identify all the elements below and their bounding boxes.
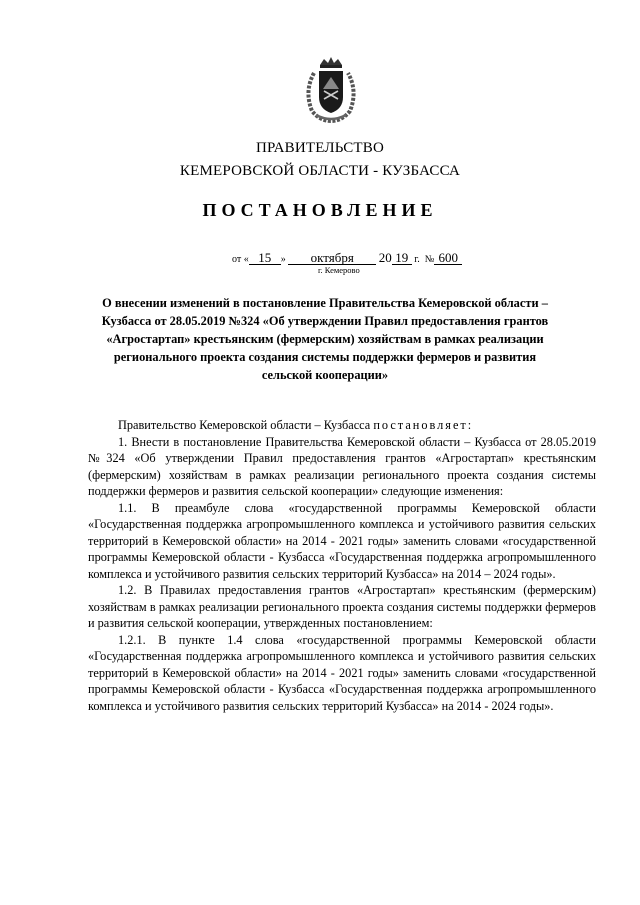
document-type-heading: ПОСТАНОВЛЕНИЕ (202, 200, 438, 220)
number-label: № (424, 254, 435, 265)
intro-text: Правительство Кемеровской области – Кузбасса (118, 418, 374, 432)
paragraph-1-2-1: 1.2.1. В пункте 1.4 слова «государственной программы Кемеровской области «Государственная поддержка агропромышленного комплекса и устойчивого развития сельских территорий в Кемеровской области» на 2014 - 2021 годы» заменить словами «государственной программы Кемеровской области - Кузбасса «Государственная поддержка агропромышленного комплекса и устойчивого развития сельских территорий Кузбасса» на 2014 - 2024 годы». (88, 632, 596, 713)
date-line (232, 250, 462, 266)
date-close-quote: » (280, 254, 286, 265)
date-year-suffix: г. (414, 254, 420, 265)
city-label: г. Кемерово (318, 265, 360, 275)
decree-title: О внесении изменений в постановление Правительства Кемеровской области – Кузбасса от 28.05.2019 №324 «Об утверждении Правил предоставления грантов «Агростартап» крестьянским (фермерским) хозяйствам в рамках реализации регионального проекта создания системы поддержки фермеров и развития сельской кооперации» (101, 296, 549, 382)
date-day: 15 (249, 251, 281, 265)
intro-spaced-word: постановляет: (373, 418, 474, 432)
decree-number: 600 (434, 251, 462, 265)
paragraph-1-2: 1.2. В Правилах предоставления грантов «Агростартап» крестьянским (фермерским) хозяйствам в рамках реализации регионального проекта создания системы поддержки фермеров и развития сельской кооперации, утвержденных постановлением: (88, 583, 596, 630)
paragraph-1-1: 1.1. В преамбуле слова «государственной программы Кемеровской области «Государственная поддержка агропромышленного комплекса и устойчивого развития сельских территорий в Кемеровской области» на 2014 - 2021 годы» заменить словами «государственной программы Кемеровской области - Кузбасса «Государственная поддержка агропромышленного комплекса и устойчивого развития сельских территорий Кузбасса» на 2014 – 2024 годы». (88, 500, 596, 581)
intro-paragraph (88, 417, 596, 434)
government-name-line2: КЕМЕРОВСКОЙ ОБЛАСТИ - КУЗБАССА (179, 163, 461, 179)
date-month: октября (288, 251, 376, 265)
date-prefix: от « (232, 254, 249, 265)
paragraph-1: 1. Внести в постановление Правительства Кемеровской области – Кузбасса от 28.05.2019 №324 «Об утверждении Правил предоставления грантов «Агростартап» крестьянским (фермерским) хозяйствам в рамках реализации регионального проекта создания системы поддержки фермеров и развития сельской кооперации» следующие изменения: (88, 434, 596, 498)
date-year-prefix: 20 (378, 250, 392, 265)
coat-of-arms-emblem (300, 55, 362, 125)
date-year: 19 (392, 251, 412, 265)
government-name-line1: ПРАВИТЕЛЬСТВО (255, 140, 385, 156)
document-body (88, 417, 596, 714)
